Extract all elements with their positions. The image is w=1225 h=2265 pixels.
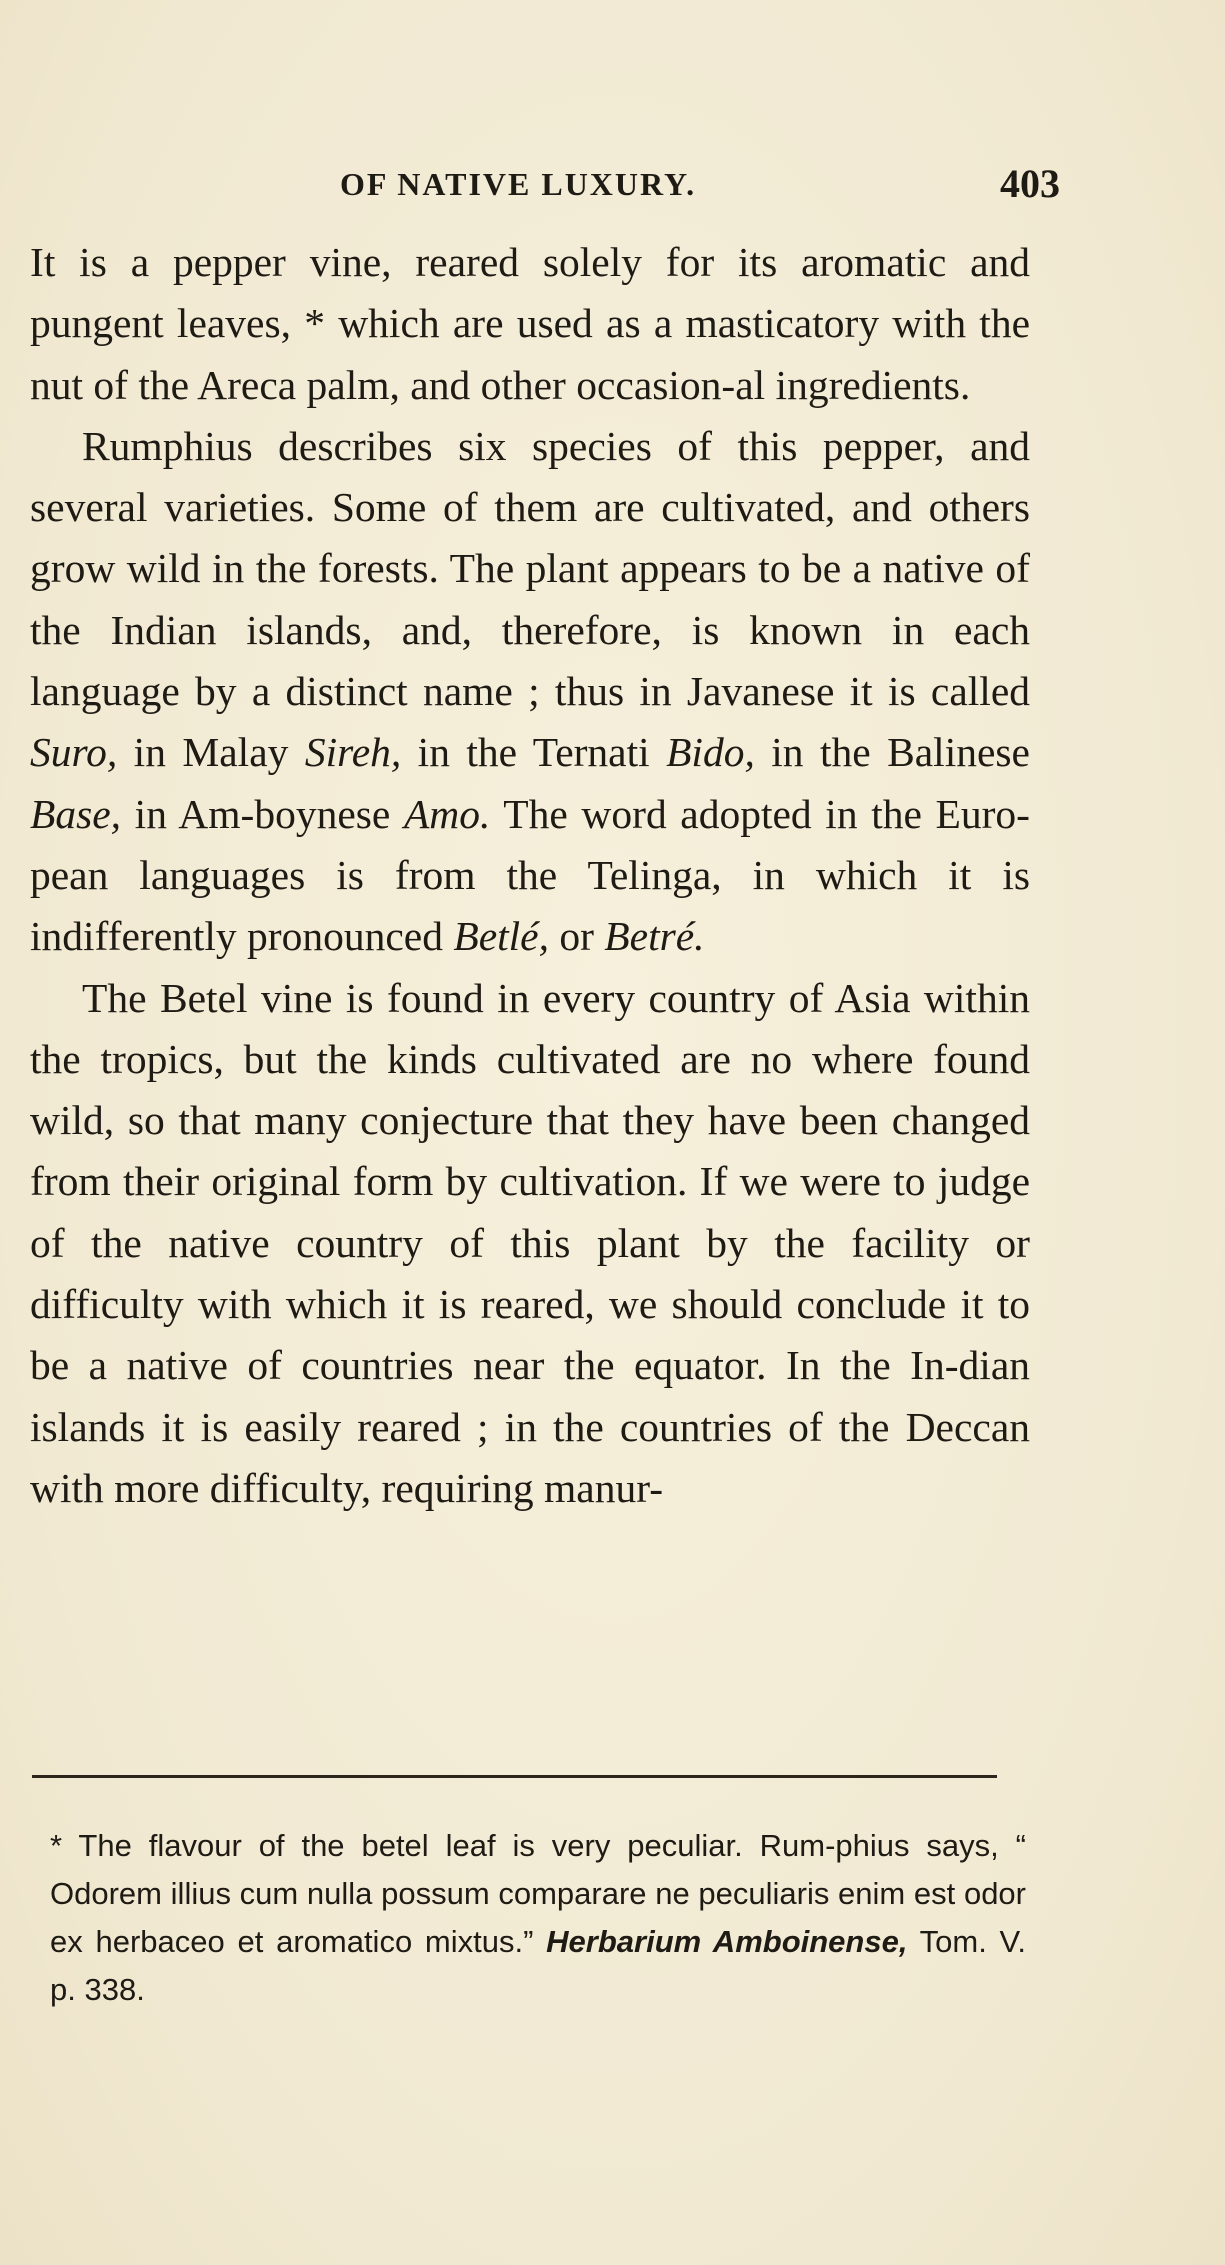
page-number: 403 (1000, 161, 1060, 206)
paragraph-2-text-5: in Am-boynese (121, 790, 404, 837)
footnote (16, 1822, 1026, 2014)
page-header (30, 160, 1060, 210)
term-betre: Betré. (604, 913, 705, 960)
paragraph-3 (30, 968, 1030, 1520)
running-head: OF NATIVE LUXURY. (340, 166, 697, 202)
paragraph-2-text-7: or (548, 913, 605, 960)
paragraph-1 (30, 232, 1030, 416)
footnote-divider (32, 1775, 997, 1778)
paragraph-2-text-2: in Malay (117, 729, 305, 776)
paragraph-1-text: It is a pepper vine, reared solely for its aromatic and pungent leaves, * which are used as a masticatory with the nut of the Areca palm, and other occasion-al ingredients. (30, 239, 1030, 408)
paragraph-2-text-6: The word adopted in the Euro-pean languages is from the Telinga, in which it is indifferently pronounced (30, 790, 1030, 960)
term-suro: Suro, (30, 729, 118, 776)
term-base: Base, (30, 790, 122, 837)
paragraph-2-text-4: in the Balinese (754, 729, 1030, 776)
term-bido: Bido, (666, 729, 755, 776)
paragraph-2 (30, 416, 1030, 968)
footnote-citation-rest: Tom. V. p. 338. (50, 1924, 1026, 2007)
paragraph-2-text-1: Rumphius describes six species of this pepper, and several varieties. Some of them are cultivated, and others grow wild in the forests. The plant appears to be a native of the Indian islands, and, therefore, is known in each language by a distinct name ; thus in Javanese it is called (30, 422, 1030, 715)
term-sireh: Sireh, (304, 729, 402, 776)
term-betle: Betlé, (453, 913, 549, 960)
footnote-paragraph (16, 1822, 1026, 2014)
term-amo: Amo. (403, 790, 491, 837)
body-text (30, 232, 1030, 1519)
footnote-citation-title: Herbarium Amboinense, (546, 1924, 908, 1959)
footnote-text: * The flavour of the betel leaf is very peculiar. Rum-phius says, “ Odorem illius cum nulla possum comparare ne peculiaris enim est odor ex herbaceo et aromatico mixtus.” (50, 1828, 1026, 1959)
paragraph-2-text-3: in the Ternati (401, 729, 667, 776)
paragraph-3-text: The Betel vine is found in every country of Asia within the tropics, but the kinds cultivated are no where found wild, so that many conjecture that they have been changed from their original form by cultivation. If we were to judge of the native country of this plant by the facility or difficulty with which it is reared, we should conclude it to be a native of countries near the equator. In the In-dian islands it is easily reared ; in the countries of the Deccan with more difficulty, requiring manur- (30, 974, 1030, 1511)
